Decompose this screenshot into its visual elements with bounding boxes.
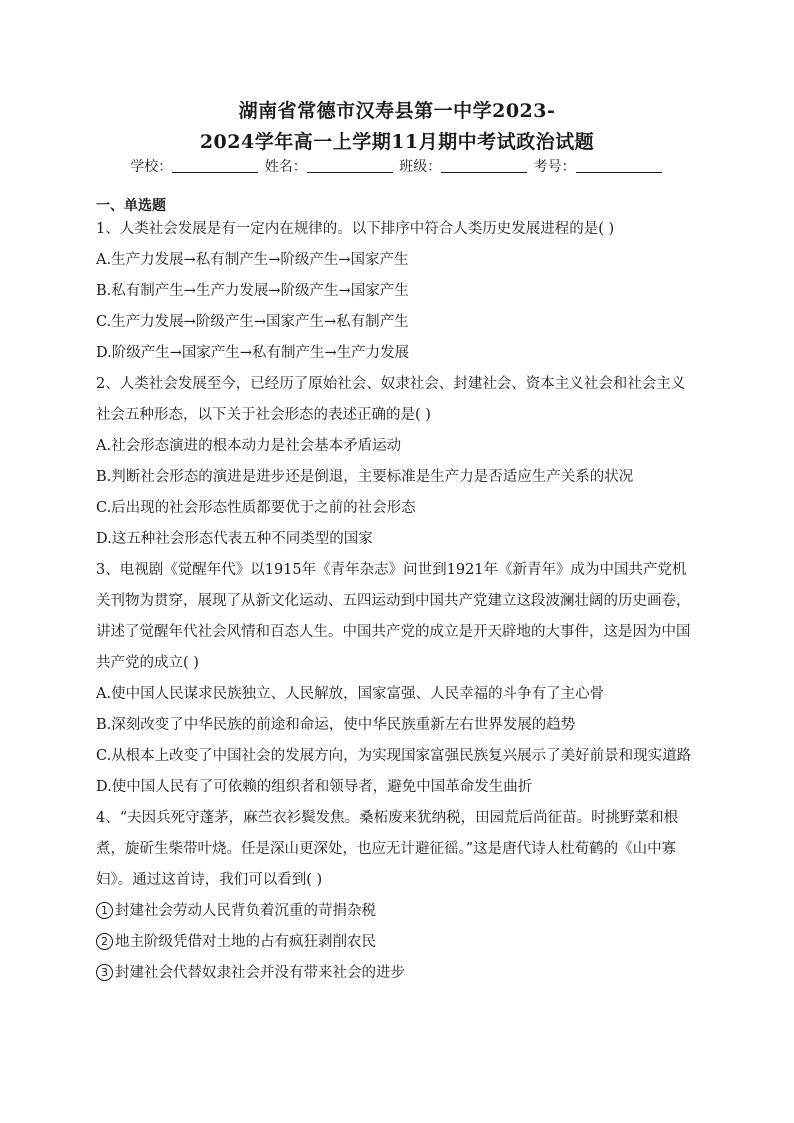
exam-title-line1: 湖南省常德市汉寿县第一中学2023- (238, 100, 556, 122)
school-blank (172, 158, 258, 173)
school-label: 学校： (130, 159, 173, 175)
question-stem: 2、人类社会发展至今，已经历了原始社会、奴隶社会、封建社会、资本主义社会和社会主义社会五种形态，以下关于社会形态的表述正确的是( ) (96, 376, 686, 423)
exam-title-line2: 2024学年高一上学期11月期中考试政治试题 (199, 131, 595, 153)
question-stem: 1、人类社会发展是有一定内在规律的。以下排序中符合人类历史发展进程的是( ) (96, 221, 615, 237)
question-stem: 3、电视剧《觉醒年代》以1915年《青年杂志》问世到1921年《新青年》成为中国共产党机关刊物为贯穿，展现了从新文化运动、五四运动到中国共产党建立这段波澜壮阔的历史画卷，讲述了觉醒年代社会风情和百态人生。中国共产党的成立是开天辟地的大事件，这是因为中国共产党的成立( ) (96, 562, 691, 671)
class-blank (441, 158, 527, 173)
question-option: D.使中国人民有了可依赖的组织者和领导者，避免中国革命发生曲折 (96, 779, 533, 795)
circled-number: 2 (96, 933, 113, 950)
question-option: A.使中国人民谋求民族独立、人民解放，国家富强、人民幸福的斗争有了主心骨 (96, 686, 605, 702)
statement-text: 封建社会代替奴隶社会并没有带来社会的进步 (115, 965, 405, 981)
name-label: 姓名： (264, 159, 307, 175)
student-info-row (0, 156, 794, 176)
section-title: 一、单选题 (96, 198, 166, 214)
class-label: 班级： (399, 159, 442, 175)
circled-number: 1 (96, 902, 113, 919)
question-option: C.从根本上改变了中国社会的发展方向，为实现国家富强民族复兴展示了美好前景和现实道路 (96, 748, 692, 764)
statement-item (96, 896, 696, 927)
question-option: D.阶级产生→国家产生→私有制产生→生产力发展 (96, 345, 410, 361)
question-option: A.生产力发展→私有制产生→阶级产生→国家产生 (96, 252, 409, 268)
questions-area (96, 214, 696, 989)
exam-number-blank (576, 158, 662, 173)
question-option: C.生产力发展→阶级产生→国家产生→私有制产生 (96, 314, 409, 330)
name-blank (307, 158, 393, 173)
circled-number: 3 (96, 964, 113, 981)
question-option: A.社会形态演进的根本动力是社会基本矛盾运动 (96, 438, 402, 454)
question-option: B.深刻改变了中华民族的前途和命运，使中华民族重新左右世界发展的趋势 (96, 717, 576, 733)
question-option: B.判断社会形态的演进是进步还是倒退，主要标准是生产力是否适应生产关系的状况 (96, 469, 634, 485)
statement-item (96, 927, 696, 958)
statement-item (96, 958, 696, 989)
exam-number-label: 考号： (533, 159, 576, 175)
statement-text: 封建社会劳动人民背负着沉重的苛捐杂税 (115, 903, 376, 919)
statement-text: 地主阶级凭借对土地的占有疯狂剥削农民 (115, 934, 376, 950)
question-option: C.后出现的社会形态性质都要优于之前的社会形态 (96, 500, 416, 516)
question-stem: 4、“夫因兵死守蓬茅，麻苎衣衫鬓发焦。桑柘废来犹纳税，田园荒后尚征苗。时挑野菜和根煮，旋斫生柴带叶烧。任是深山更深处，也应无计避征徭。”这是唐代诗人杜荀鹤的《山中寡妇》。通过这首诗，我们可以看到( ) (96, 810, 679, 888)
question-option: D.这五种社会形态代表五种不同类型的国家 (96, 531, 373, 547)
question-option: B.私有制产生→生产力发展→阶级产生→国家产生 (96, 283, 409, 299)
